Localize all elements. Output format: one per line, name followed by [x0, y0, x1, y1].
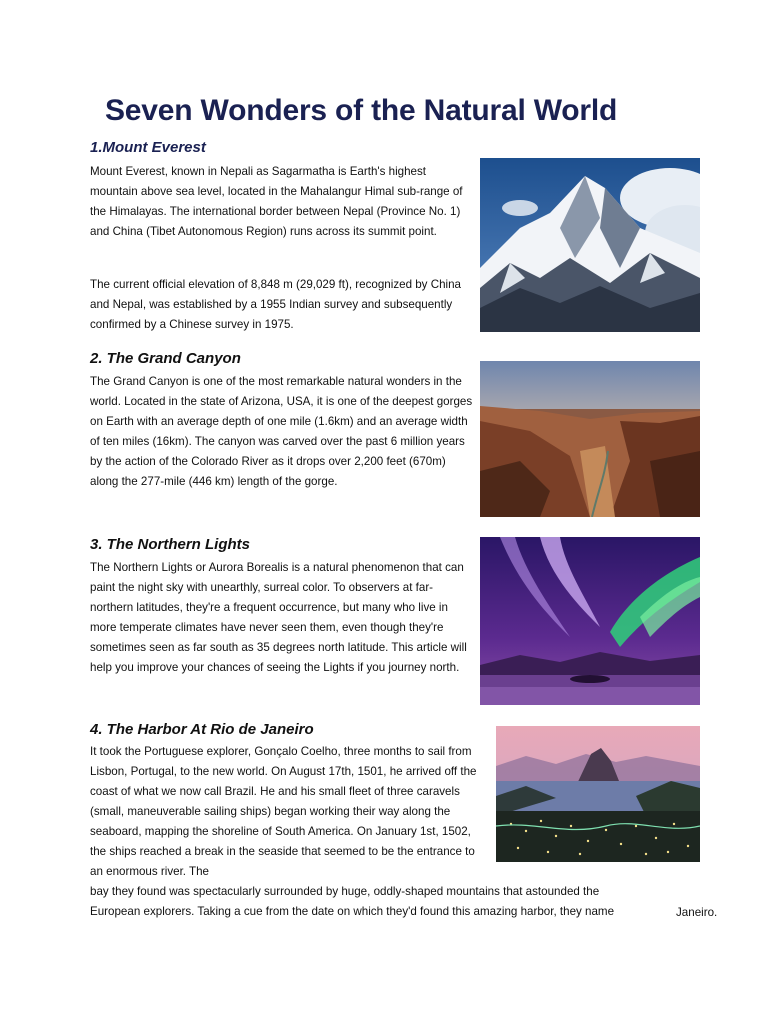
mountain-photo	[480, 158, 700, 332]
canyon-photo	[480, 361, 700, 517]
page-title: Seven Wonders of the Natural World	[105, 94, 618, 127]
paragraph-trailing-word: Janeiro.	[676, 906, 718, 919]
section-heading-northern-lights: 3. The Northern Lights	[90, 536, 251, 553]
section-paragraph	[90, 558, 475, 678]
section-heading-grand-canyon: 2. The Grand Canyon	[90, 350, 241, 367]
harbor-photo	[496, 726, 700, 862]
section-heading-everest: 1.Mount Everest	[90, 139, 206, 156]
paragraph-text: It took the Portuguese explorer, Gonçalo Coelho, three months to sail from Lisbon, Portugal, to the new world. On August 17th, 1501, he arrived off the coast of what we now call Brazil. He and his small fleet of three caravels (small, maneuverable sailing ships) began working their way along the seaboard, mapping the shoreline of South America. On January 1st, 1502, the ships reached a break in the seaside that seemed to be the entrance to an enormous river. The	[90, 745, 477, 878]
paragraph-text: The Northern Lights or Aurora Borealis is a natural phenomenon that can paint the night sky with unearthly, surreal color. To observers at far-northern latitudes, they're a frequent occurrence, but many who live in more temperate climates have never seen them, even though they're sometimes seen as far south as 35 degrees north latitude. This article will help you improve your chances of seeing the Lights if you journey north.	[90, 561, 467, 674]
section-paragraph	[90, 372, 475, 492]
section-heading-rio-harbor: 4. The Harbor At Rio de Janeiro	[90, 721, 314, 738]
section-paragraph	[90, 275, 475, 335]
section-paragraph-continued	[90, 882, 710, 922]
section-paragraph	[90, 742, 490, 882]
paragraph-text: The Grand Canyon is one of the most remarkable natural wonders in the world. Located in the state of Arizona, USA, it is one of the deepest gorges on Earth with an average depth of one mile (1.6km) and an average width of ten miles (16km). The canyon was carved over the past 6 million years by the action of the Colorado River as it drops over 2,200 feet (670m) along the 277-mile (446 km) length of the gorge.	[90, 375, 473, 488]
section-paragraph	[90, 162, 475, 242]
paragraph-text: Mount Everest, known in Nepali as Sagarmatha is Earth's highest mountain above sea level, located in the Mahalangur Himal sub-range of the Himalayas. The international border between Nepal (Province No. 1) and China (Tibet Autonomous Region) runs across its summit point.	[90, 165, 463, 238]
aurora-photo	[480, 537, 700, 705]
paragraph-line: European explorers. Taking a cue from the date on which they'd found this amazing harbor, they name	[90, 905, 615, 918]
paragraph-text: The current official elevation of 8,848 m (29,029 ft), recognized by China and Nepal, was established by a 1955 Indian survey and subsequently confirmed by a Chinese survey in 1975.	[90, 278, 461, 331]
paragraph-line: bay they found was spectacularly surrounded by huge, oddly-shaped mountains that astounded the	[90, 885, 600, 898]
